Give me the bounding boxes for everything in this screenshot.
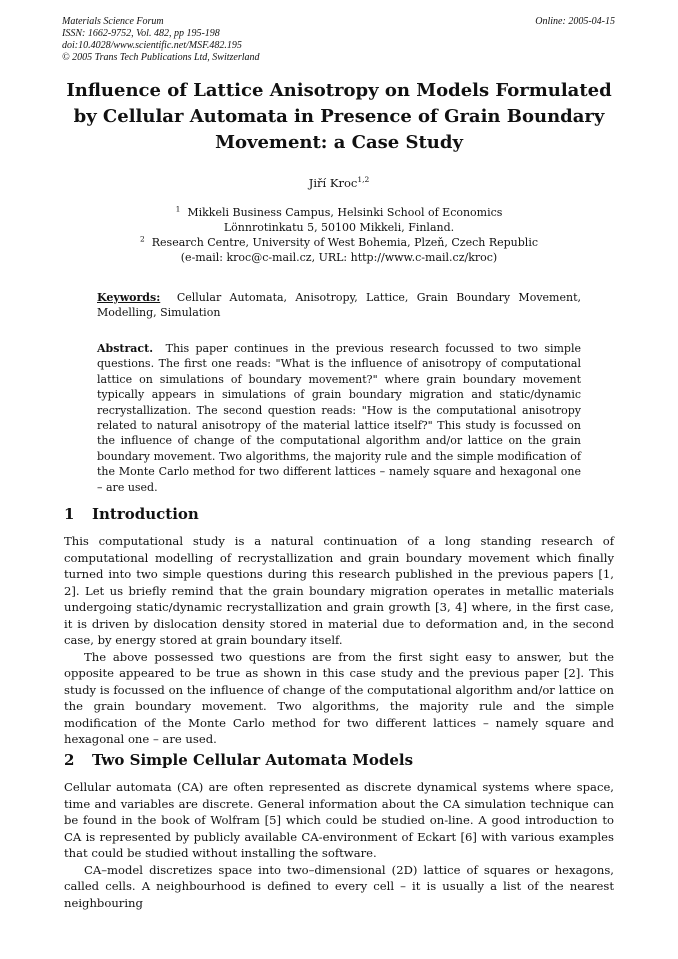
- affiliation-1-mark: 1: [175, 204, 181, 214]
- section-2-paragraph-1: Cellular automata (CA) are often represented as discrete dynamical systems where space, time and variables are discrete. General information about the CA simulation technique can be found in the book of Wolfram [5] which could be studied on-line. A good introduction to CA is represented by publicly available CA-environment of Eckart [6] with various examples that could be studied without installing the software.: [64, 780, 614, 860]
- keywords: [97, 290, 581, 320]
- section-1-paragraph-1: This computational study is a natural continuation of a long standing research of computational modelling of recrystallization and grain boundary movement which finally turned into two simple questions during this research published in the previous papers [1, 2]. Let us briefly remind that the grain boundary migration operates in metallic materials undergoing static/dynamic recrystallization and grain growth [3, 4] where, in the first case, it is driven by dislocation density stored in material due to deformation and, in the second case, by energy stored at grain boundary itself.: [64, 534, 614, 647]
- abstract-text: This paper continues in the previous research focussed to two simple questions. The first one reads: "What is the influence of anisotropy of computational lattice on simulations of boundary movement?" where grain boundary movement typically appears in simulations of grain boundary migration and static/dynamic recrystallization. The second question reads: "How is the computational anisotropy related to natural anisotropy of the material lattice itself?" This study is focussed on the influence of change of the computational algorithm and/or lattice on the grain boundary movement. Two algorithms, the majority rule and the simple modification of the Monte Carlo method for two different lattices – namely square and hexagonal one – are used.: [97, 342, 582, 494]
- affiliation-1-line-2: Lönnrotinkatu 5, 50100 Mikkeli, Finland.: [223, 221, 455, 234]
- abstract-label: Abstract.: [97, 342, 154, 355]
- journal-header: [62, 16, 260, 64]
- affiliation-1-name: Mikkeli Business Campus, Helsinki School of Economics: [187, 206, 503, 219]
- section-2-title: Two Simple Cellular Automata Models: [92, 751, 414, 769]
- author-line: [62, 176, 616, 190]
- section-2-paragraph-2: CA–model discretizes space into two–dimensional (2D) lattice of squares or hexagons, called cells. A neighbourhood is defined to every cell – it is usually a list of the nearest neighbouring: [64, 862, 614, 910]
- section-1-heading: [64, 505, 199, 523]
- author-name: Jiří Kroc: [308, 176, 358, 190]
- keywords-text: Cellular Automata, Anisotropy, Lattice, Grain Boundary Movement, Modelling, Simulation: [97, 291, 581, 319]
- abstract: [97, 341, 581, 495]
- section-2-number: 2: [64, 751, 75, 769]
- affiliation-2-line-1: [62, 235, 616, 250]
- affiliation-2-name: Research Centre, University of West Bohemia, Plzeň, Czech Republic: [151, 236, 539, 249]
- section-2-heading: [64, 751, 413, 769]
- section-1-number: 1: [64, 505, 75, 523]
- affiliations: [62, 205, 616, 265]
- copyright-line: © 2005 Trans Tech Publications Ltd, Switzerland: [62, 52, 260, 63]
- paper-title: Influence of Lattice Anisotropy on Models Formulated by Cellular Automata in Presence of Grain Boundary Movement: a Case Study: [66, 80, 612, 153]
- contact-line: (e-mail: kroc@c-mail.cz, URL: http://www.c-mail.cz/kroc): [180, 251, 498, 264]
- author-affiliation-marks: 1,2: [357, 175, 370, 185]
- affiliation-1-line-1: [62, 205, 616, 220]
- doi-line: doi:10.4028/www.scientific.net/MSF.482.195: [62, 40, 242, 51]
- section-1-title: Introduction: [92, 505, 199, 523]
- section-1-body: [64, 533, 614, 748]
- keywords-label: Keywords:: [97, 291, 161, 304]
- affiliation-2-mark: 2: [139, 234, 145, 244]
- section-2-body: [64, 779, 614, 911]
- section-1-paragraph-2: The above possessed two questions are from the first sight easy to answer, but the opposite appeared to be true as shown in this case study and the previous paper [2]. This study is focussed on the influence of change of the computational algorithm and/or lattice on the grain boundary movement. Two algorithms, the majority rule and the simple modification of the Monte Carlo method for two different lattices – namely square and hexagonal one – are used.: [64, 649, 614, 746]
- online-date: Online: 2005-04-15: [535, 16, 615, 27]
- issn-line: ISSN: 1662-9752, Vol. 482, pp 195-198: [62, 28, 220, 39]
- journal-name: Materials Science Forum: [62, 16, 164, 27]
